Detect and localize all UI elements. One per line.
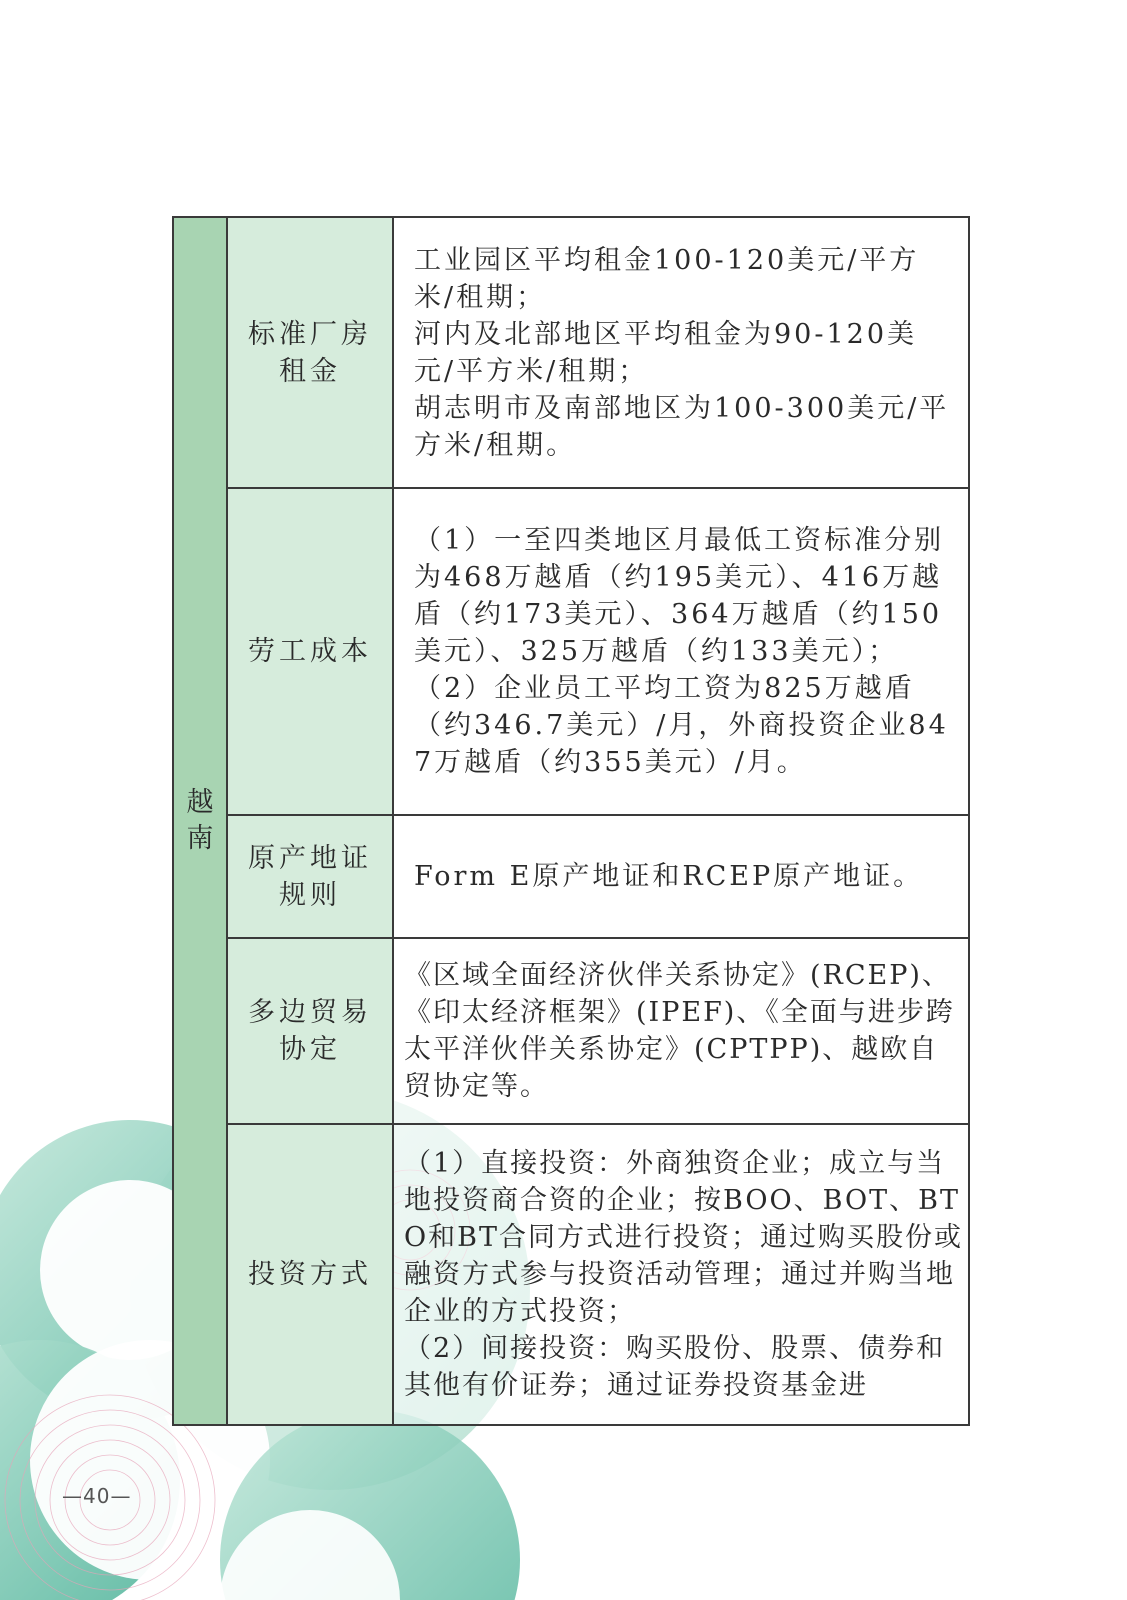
content-line: Form E原产地证和RCEP原产地证。 [414,861,924,892]
vietnam-info-table [172,216,970,1426]
table-row [173,815,969,938]
table-row [173,488,969,815]
table-row [173,1124,969,1425]
country-label: 越南 [186,787,214,854]
country-cell [173,217,227,1425]
content-line: 工业园区平均租金100-120美元/平方米/租期； [414,244,920,313]
row-label-cell [227,815,393,938]
row-content-cell [393,1124,969,1425]
row-label: 原产地证规则 [248,842,372,911]
row-label-cell [227,1124,393,1425]
row-label: 劳工成本 [248,636,372,667]
content-line: 《区域全面经济伙伴关系协定》(RCEP)、《印太经济框架》(IPEF)、《全面与进步跨太平洋伙伴关系协定》(CPTPP)、越欧自贸协定等。 [404,960,955,1102]
row-content-cell [393,217,969,488]
row-label-cell [227,217,393,488]
page-number: —40— [62,1484,132,1508]
content-line: （1）直接投资：外商独资企业；成立与当地投资商合资的企业；按BOO、BOT、BTO和BT合同方式进行投资；通过购买股份或融资方式参与投资活动管理；通过并购当地企业的方式投资； [404,1148,963,1327]
row-label: 标准厂房租金 [248,318,372,387]
row-label: 多边贸易协定 [248,997,372,1065]
row-label-cell [227,938,393,1124]
row-content-cell [393,938,969,1124]
content-line: （2）企业员工平均工资为825万越盾（约346.7美元）/月，外商投资企业847万越盾（约355美元）/月。 [414,673,949,778]
content-line: （2）间接投资：购买股份、股票、债券和其他有价证券；通过证券投资基金进 [404,1333,946,1401]
table-row [173,938,969,1124]
row-content-cell [393,488,969,815]
row-content-cell [393,815,969,938]
table-row [173,217,969,488]
row-label-cell [227,488,393,815]
row-label: 投资方式 [248,1259,372,1290]
content-line: （1）一至四类地区月最低工资标准分别为468万越盾（约195美元）、416万越盾（约173美元）、364万越盾（约150美元）、325万越盾（约133美元）； [414,525,945,667]
content-line: 胡志明市及南部地区为100-300美元/平方米/租期。 [414,392,950,461]
content-line: 河内及北部地区平均租金为90-120美元/平方米/租期； [414,318,918,387]
